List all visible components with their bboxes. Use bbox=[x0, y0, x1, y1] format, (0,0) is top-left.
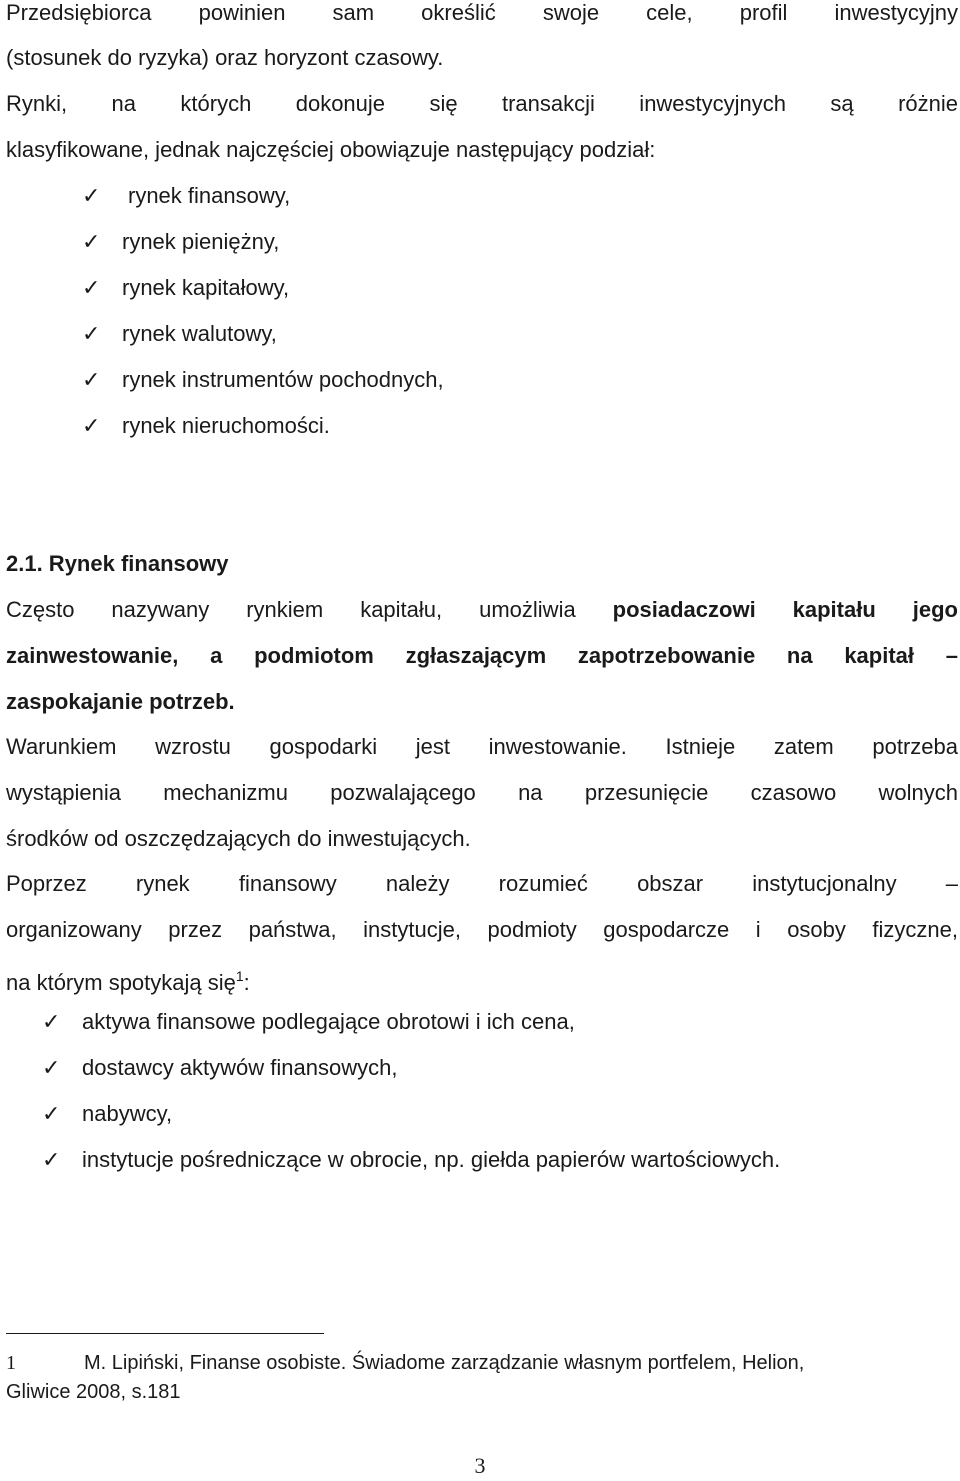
paragraph-emphasis: posiadaczowi kapitału jego bbox=[612, 597, 958, 622]
paragraph-text: na którym spotykają się bbox=[6, 970, 236, 995]
section-paragraph-2-line-1: Warunkiem wzrostu gospodarki jest inwestowanie. Istnieje zatem potrzeba bbox=[6, 734, 958, 759]
intro-paragraph-1-line-1: Przedsiębiorca powinien sam określić swoje cele, profil inwestycyjny bbox=[6, 0, 958, 25]
check-mark-icon: ✓ bbox=[82, 276, 101, 301]
section-paragraph-2-line-3: środków od oszczędzających do inwestujących. bbox=[6, 826, 471, 851]
section-paragraph-1-line-1 bbox=[6, 587, 958, 633]
list-item-label: nabywcy, bbox=[82, 1101, 173, 1126]
paragraph-text: : bbox=[243, 970, 250, 995]
list-item-market bbox=[82, 265, 289, 311]
list-item-label: instytucje pośredniczące w obrocie, np. giełda papierów wartościowych. bbox=[82, 1147, 781, 1172]
list-item-label: aktywa finansowe podlegające obrotowi i ich cena, bbox=[82, 1009, 575, 1034]
footnote-separator bbox=[6, 1333, 324, 1334]
page-number: 3 bbox=[474, 1453, 486, 1478]
check-mark-icon: ✓ bbox=[42, 1148, 61, 1173]
list-item-label: dostawcy aktywów finansowych, bbox=[82, 1055, 398, 1080]
list-item-market bbox=[82, 357, 444, 403]
section-heading: 2.1. Rynek finansowy bbox=[6, 551, 229, 576]
check-mark-icon: ✓ bbox=[42, 1010, 61, 1035]
check-mark-icon: ✓ bbox=[82, 184, 101, 209]
list-item-market bbox=[82, 173, 290, 219]
footnote-text: M. Lipiński, Finanse osobiste. Świadome zarządzanie własnym portfelem, Helion, bbox=[84, 1352, 805, 1374]
check-mark-icon: ✓ bbox=[82, 230, 101, 255]
list-item-label: rynek pieniężny, bbox=[122, 229, 280, 254]
section-paragraph-3-line-2: organizowany przez państwa, instytucje, podmioty gospodarcze i osoby fizyczne, bbox=[6, 917, 958, 942]
list-item-label: rynek instrumentów pochodnych, bbox=[122, 367, 444, 392]
list-item-label: rynek walutowy, bbox=[122, 321, 277, 346]
check-mark-icon: ✓ bbox=[42, 1102, 61, 1127]
list-item-participant bbox=[42, 1091, 172, 1137]
section-paragraph-3-line-1: Poprzez rynek finansowy należy rozumieć obszar instytucjonalny – bbox=[6, 871, 958, 896]
footnote-number: 1 bbox=[6, 1352, 16, 1374]
check-mark-icon: ✓ bbox=[82, 414, 101, 439]
footnote-line-1 bbox=[6, 1348, 958, 1378]
section-paragraph-1-line-2: zainwestowanie, a podmiotom zgłaszającym zapotrzebowanie na kapitał – bbox=[6, 643, 958, 668]
footnote-reference[interactable]: 1 bbox=[235, 968, 244, 984]
list-item-participant bbox=[42, 999, 575, 1045]
list-item-label: rynek nieruchomości. bbox=[122, 413, 330, 438]
list-item-label: rynek kapitałowy, bbox=[122, 275, 290, 300]
list-item-market bbox=[82, 403, 330, 449]
footnote-line-2: Gliwice 2008, s.181 bbox=[6, 1381, 181, 1403]
paragraph-text: Często nazywany rynkiem kapitału, umożliwia bbox=[6, 597, 576, 622]
list-item-participant bbox=[42, 1045, 397, 1091]
list-item-market bbox=[82, 311, 277, 357]
section-paragraph-1-line-3: zaspokajanie potrzeb. bbox=[6, 689, 235, 714]
check-mark-icon: ✓ bbox=[82, 322, 101, 347]
check-mark-icon: ✓ bbox=[42, 1056, 61, 1081]
section-paragraph-2-line-2: wystąpienia mechanizmu pozwalającego na przesunięcie czasowo wolnych bbox=[6, 780, 958, 805]
section-paragraph-3-line-3 bbox=[6, 953, 958, 999]
list-item-participant bbox=[42, 1137, 780, 1183]
list-item-market bbox=[82, 219, 279, 265]
check-mark-icon: ✓ bbox=[82, 368, 101, 393]
intro-paragraph-1-line-2: (stosunek do ryzyka) oraz horyzont czasowy. bbox=[6, 45, 444, 70]
list-item-label: rynek finansowy, bbox=[128, 183, 291, 208]
intro-paragraph-2-line-1: Rynki, na których dokonuje się transakcji inwestycyjnych są różnie bbox=[6, 91, 958, 116]
intro-paragraph-2-line-2: klasyfikowane, jednak najczęściej obowiązuje następujący podział: bbox=[6, 137, 656, 162]
